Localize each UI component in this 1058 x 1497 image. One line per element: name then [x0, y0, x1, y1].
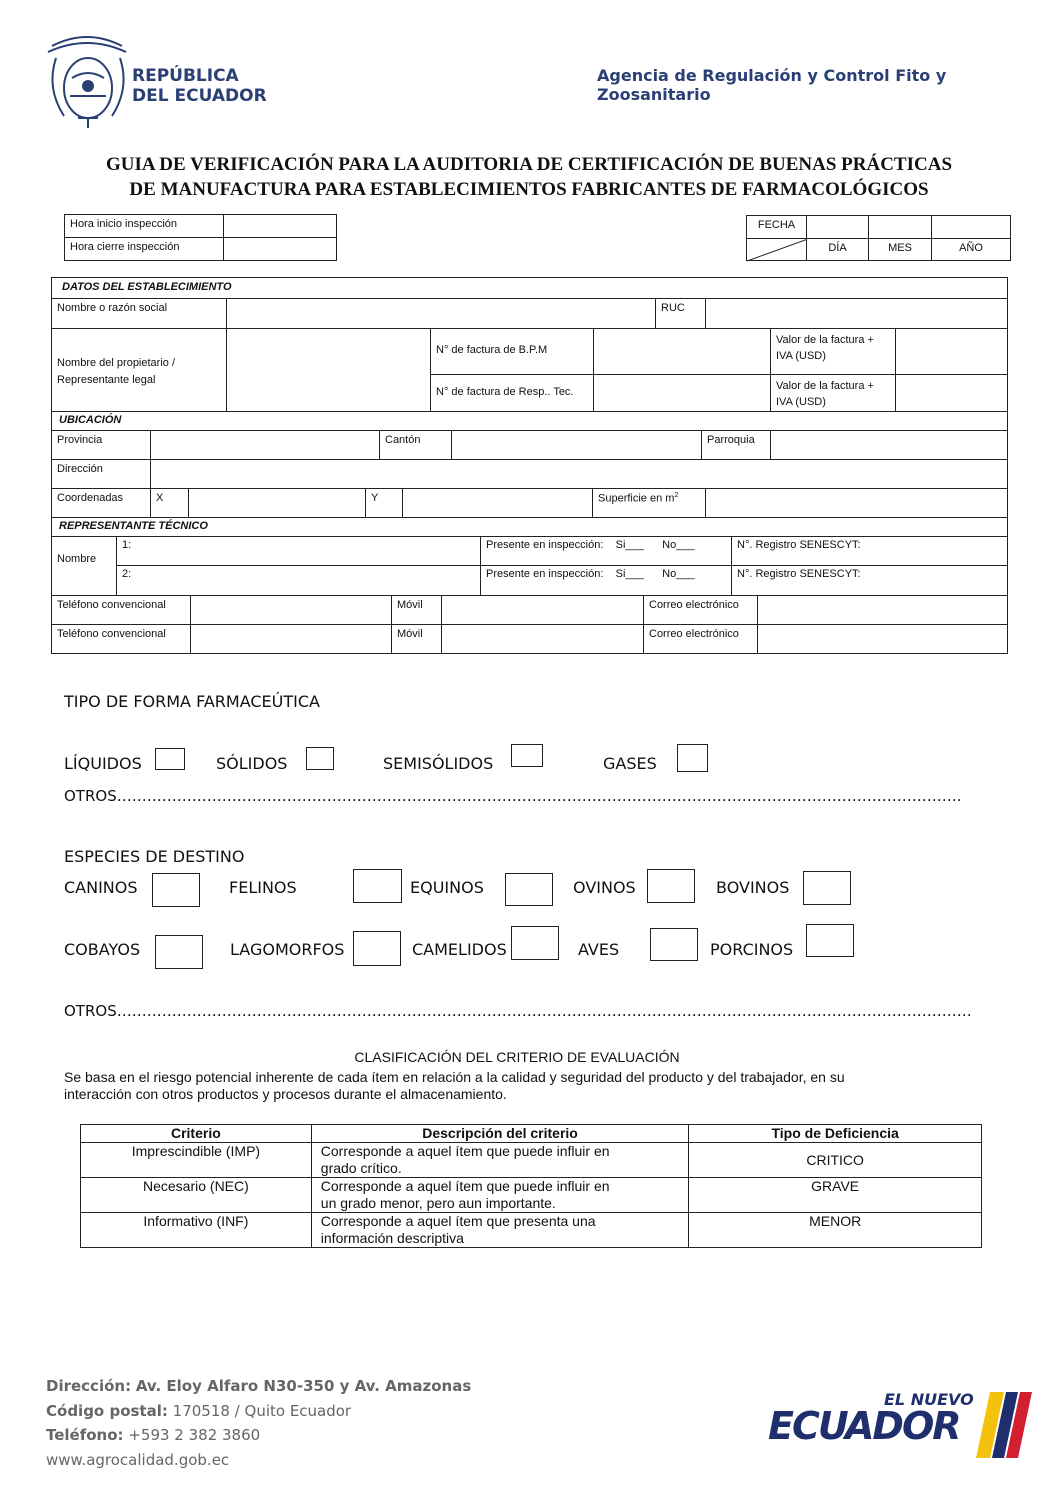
day-label: DÍA: [806, 238, 869, 261]
criteria-intro: [64, 1069, 994, 1103]
day-field[interactable]: [806, 215, 869, 239]
tech-name-1-field[interactable]: 1:: [116, 536, 481, 566]
especies-otros-field[interactable]: OTROS………………………………………………………………………………………………………………………………………………………: [64, 1002, 972, 1020]
criteria-header-row: [81, 1125, 982, 1143]
brand-big-text: ECUADOR: [768, 1404, 960, 1448]
year-field[interactable]: [931, 215, 1011, 239]
mobile-1-label: Móvil: [391, 595, 442, 625]
y-label: Y: [365, 488, 403, 518]
forma-otros-field[interactable]: OTROS…………………………………………………………………………………………………………………………………………………….: [64, 787, 962, 805]
solidos-label: SÓLIDOS: [216, 754, 288, 773]
province-label: Provincia: [51, 430, 151, 460]
parish-label: Parroquia: [701, 430, 771, 460]
present-2-si[interactable]: Si___: [615, 568, 644, 580]
invoice-value-2-field[interactable]: [895, 374, 1008, 412]
coords-label: Coordenadas: [51, 488, 151, 518]
canton-label: Cantón: [379, 430, 452, 460]
caninos-checkbox[interactable]: [152, 873, 200, 907]
month-label: MES: [868, 238, 932, 261]
footer-address: [46, 1374, 471, 1399]
mobile-2-label: Móvil: [391, 624, 442, 654]
end-time-label: Hora cierre inspección: [64, 237, 224, 261]
invoice-resp-label: N° de factura de Resp.. Tec.: [430, 374, 594, 412]
footer-address-value: Av. Eloy Alfaro N30-350 y Av. Amazonas: [135, 1377, 472, 1395]
bovinos-checkbox[interactable]: [803, 871, 851, 905]
mobile-1-field[interactable]: [441, 595, 644, 625]
liquidos-label: LÍQUIDOS: [64, 754, 142, 773]
month-field[interactable]: [868, 215, 932, 239]
lagomorfos-checkbox[interactable]: [353, 931, 401, 966]
criteria-tipo: GRAVE: [689, 1178, 982, 1213]
criteria-desc: [311, 1178, 689, 1213]
criteria-criterio: Informativo (INF): [81, 1213, 312, 1248]
present-1-no[interactable]: No___: [662, 539, 695, 551]
establishment-section-header: DATOS DEL ESTABLECIMIENTO: [51, 277, 1008, 299]
equinos-checkbox[interactable]: [505, 873, 553, 906]
email-2-field[interactable]: [757, 624, 1008, 654]
ovinos-checkbox[interactable]: [647, 869, 695, 903]
surface-sup: 2: [674, 492, 679, 499]
footer-web[interactable]: www.agrocalidad.gob.ec: [46, 1450, 230, 1469]
aves-label: AVES: [578, 940, 620, 959]
invoice-value-1-field[interactable]: [895, 328, 1008, 375]
felinos-label: FELINOS: [229, 878, 297, 897]
mobile-2-field[interactable]: [441, 624, 644, 654]
province-field[interactable]: [150, 430, 380, 460]
criteria-table: [80, 1124, 982, 1248]
present-2-label: Presente en inspección:: [486, 568, 604, 580]
document-title: [0, 152, 1058, 202]
phone-1-label: Teléfono convencional: [51, 595, 191, 625]
surface-field[interactable]: [705, 488, 1008, 518]
end-time-field[interactable]: [223, 237, 337, 261]
footer-address-label: Dirección:: [46, 1377, 132, 1395]
invoice-value-1-line-1: Valor de la factura +: [776, 334, 874, 346]
criteria-criterio: Necesario (NEC): [81, 1178, 312, 1213]
coat-of-arms-logo: [42, 28, 132, 130]
present-1-label: Presente en inspección:: [486, 539, 604, 551]
tech-section-header: REPRESENTANTE TÉCNICO: [51, 517, 1008, 537]
email-2-label: Correo electrónico: [643, 624, 758, 654]
caninos-label: CANINOS: [64, 878, 138, 897]
criteria-desc: [311, 1143, 689, 1178]
porcinos-label: PORCINOS: [710, 940, 794, 959]
criteria-header-tipo: Tipo de Deficiencia: [689, 1125, 982, 1143]
invoice-value-2-line-2: IVA (USD): [776, 396, 826, 408]
camelidos-checkbox[interactable]: [511, 926, 559, 960]
criteria-intro-line-2: interacción con otros productos y procesos durante el almacenamiento.: [64, 1086, 507, 1102]
owner-label: [51, 328, 227, 412]
criteria-desc-line-2: un grado menor, pero aun importante.: [320, 1195, 556, 1211]
solidos-checkbox[interactable]: [306, 747, 334, 770]
tech-name-2-field[interactable]: 2:: [116, 565, 481, 596]
email-1-label: Correo electrónico: [643, 595, 758, 625]
criteria-tipo: CRITICO: [689, 1143, 982, 1178]
porcinos-checkbox[interactable]: [806, 924, 854, 957]
table-row: [81, 1178, 982, 1213]
criteria-tipo: MENOR: [689, 1213, 982, 1248]
address-label: Dirección: [51, 459, 151, 489]
parish-field[interactable]: [770, 430, 1008, 460]
criteria-desc-line-1: Corresponde a aquel ítem que presenta una: [320, 1213, 596, 1229]
invoice-value-2-line-1: Valor de la factura +: [776, 380, 874, 392]
cobayos-checkbox[interactable]: [155, 935, 203, 969]
footer-phone-label: Teléfono:: [46, 1426, 124, 1444]
present-1-si[interactable]: Si___: [615, 539, 644, 551]
criteria-desc-line-1: Corresponde a aquel ítem que puede influir en: [320, 1178, 610, 1194]
camelidos-label: CAMELIDOS: [412, 940, 507, 959]
country-line-1: REPÚBLICA: [132, 66, 239, 86]
invoice-resp-field[interactable]: [593, 374, 771, 412]
footer-postal-label: Código postal:: [46, 1401, 168, 1420]
business-name-field[interactable]: [226, 298, 656, 329]
surface-label: [592, 488, 706, 518]
criteria-header-desc: Descripción del criterio: [311, 1125, 689, 1143]
phone-1-field[interactable]: [190, 595, 392, 625]
footer-postal: [46, 1399, 471, 1424]
owner-label-line-1: Nombre del propietario /: [57, 357, 176, 369]
cobayos-label: COBAYOS: [64, 940, 141, 959]
footer-postal-value: 170518 / Quito Ecuador: [172, 1401, 352, 1420]
owner-label-line-2: Representante legal: [57, 374, 156, 386]
senescyt-2-field[interactable]: N°. Registro SENESCYT:: [731, 565, 1008, 596]
criteria-desc: [311, 1213, 689, 1248]
invoice-bpm-label: N° de factura de B.P.M: [430, 328, 594, 375]
criteria-header-criterio: Criterio: [81, 1125, 312, 1143]
start-time-field[interactable]: [223, 214, 337, 238]
criteria-title: CLASIFICACIÓN DEL CRITERIO DE EVALUACIÓN: [354, 1049, 680, 1065]
business-name-label: Nombre o razón social: [51, 298, 227, 329]
equinos-label: EQUINOS: [410, 878, 484, 897]
date-diagonal: [746, 238, 807, 261]
footer-phone: [46, 1423, 471, 1448]
ruc-label: RUC: [655, 298, 706, 329]
flag-stripes-icon: [966, 1390, 1036, 1460]
address-field[interactable]: [150, 459, 1008, 489]
present-2-no[interactable]: No___: [662, 568, 695, 580]
owner-field[interactable]: [226, 328, 431, 412]
especies-title: ESPECIES DE DESTINO: [64, 847, 245, 866]
brand-small-text: EL NUEVO: [884, 1390, 974, 1409]
invoice-value-1-line-2: IVA (USD): [776, 350, 826, 362]
felinos-checkbox[interactable]: [353, 869, 402, 903]
forma-title: TIPO DE FORMA FARMACEÚTICA: [64, 692, 320, 711]
x-label: X: [150, 488, 189, 518]
semisolidos-label: SEMISÓLIDOS: [383, 754, 494, 773]
liquidos-checkbox[interactable]: [155, 748, 185, 770]
criteria-criterio: Imprescindible (IMP): [81, 1143, 312, 1178]
country-name: [132, 66, 267, 106]
gases-checkbox[interactable]: [677, 744, 708, 772]
surface-text: Superficie en m: [598, 492, 675, 505]
invoice-bpm-field[interactable]: [593, 328, 771, 375]
country-line-2: DEL ECUADOR: [132, 86, 267, 106]
aves-checkbox[interactable]: [650, 928, 698, 961]
table-row: [81, 1143, 982, 1178]
gases-label: GASES: [603, 754, 657, 773]
phone-2-field[interactable]: [190, 624, 392, 654]
x-field[interactable]: [188, 488, 366, 518]
email-1-field[interactable]: [757, 595, 1008, 625]
bovinos-label: BOVINOS: [716, 878, 790, 897]
footer-phone-value: +593 2 382 3860: [128, 1426, 261, 1444]
semisolidos-checkbox[interactable]: [511, 744, 543, 767]
tech-name-label: Nombre: [51, 536, 117, 596]
title-line-2: DE MANUFACTURA PARA ESTABLECIMIENTOS FABRICANTES DE FARMACOLÓGICOS: [129, 179, 929, 200]
senescyt-1-field[interactable]: N°. Registro SENESCYT:: [731, 536, 1008, 566]
tech-present-2[interactable]: [480, 565, 732, 596]
date-label: FECHA: [746, 215, 807, 239]
footer-contact: [46, 1374, 471, 1472]
agency-name: Agencia de Regulación y Control Fito y Zoosanitario: [597, 66, 947, 104]
year-label: AÑO: [931, 238, 1011, 261]
table-row: [81, 1213, 982, 1248]
y-field[interactable]: [402, 488, 593, 518]
criteria-desc-line-2: información descriptiva: [320, 1230, 464, 1246]
tech-present-1[interactable]: [480, 536, 732, 566]
ovinos-label: OVINOS: [573, 878, 636, 897]
lagomorfos-label: LAGOMORFOS: [230, 940, 345, 959]
phone-2-label: Teléfono convencional: [51, 624, 191, 654]
location-section-header: UBICACIÓN: [51, 411, 1008, 431]
canton-field[interactable]: [451, 430, 702, 460]
start-time-label: Hora inicio inspección: [64, 214, 224, 238]
ruc-field[interactable]: [705, 298, 1008, 329]
title-line-1: GUIA DE VERIFICACIÓN PARA LA AUDITORIA DE CERTIFICACIÓN DE BUENAS PRÁCTICAS: [105, 154, 953, 175]
invoice-value-2-label: [770, 374, 896, 412]
criteria-intro-line-1: Se basa en el riesgo potencial inherente de cada ítem en relación a la calidad y seguridad del producto y del trabajador, en su: [64, 1069, 845, 1085]
invoice-value-1-label: [770, 328, 896, 375]
criteria-desc-line-1: Corresponde a aquel ítem que puede influir en: [320, 1143, 610, 1159]
criteria-desc-line-2: grado crítico.: [320, 1160, 402, 1176]
el-nuevo-ecuador-logo: [768, 1390, 1038, 1465]
